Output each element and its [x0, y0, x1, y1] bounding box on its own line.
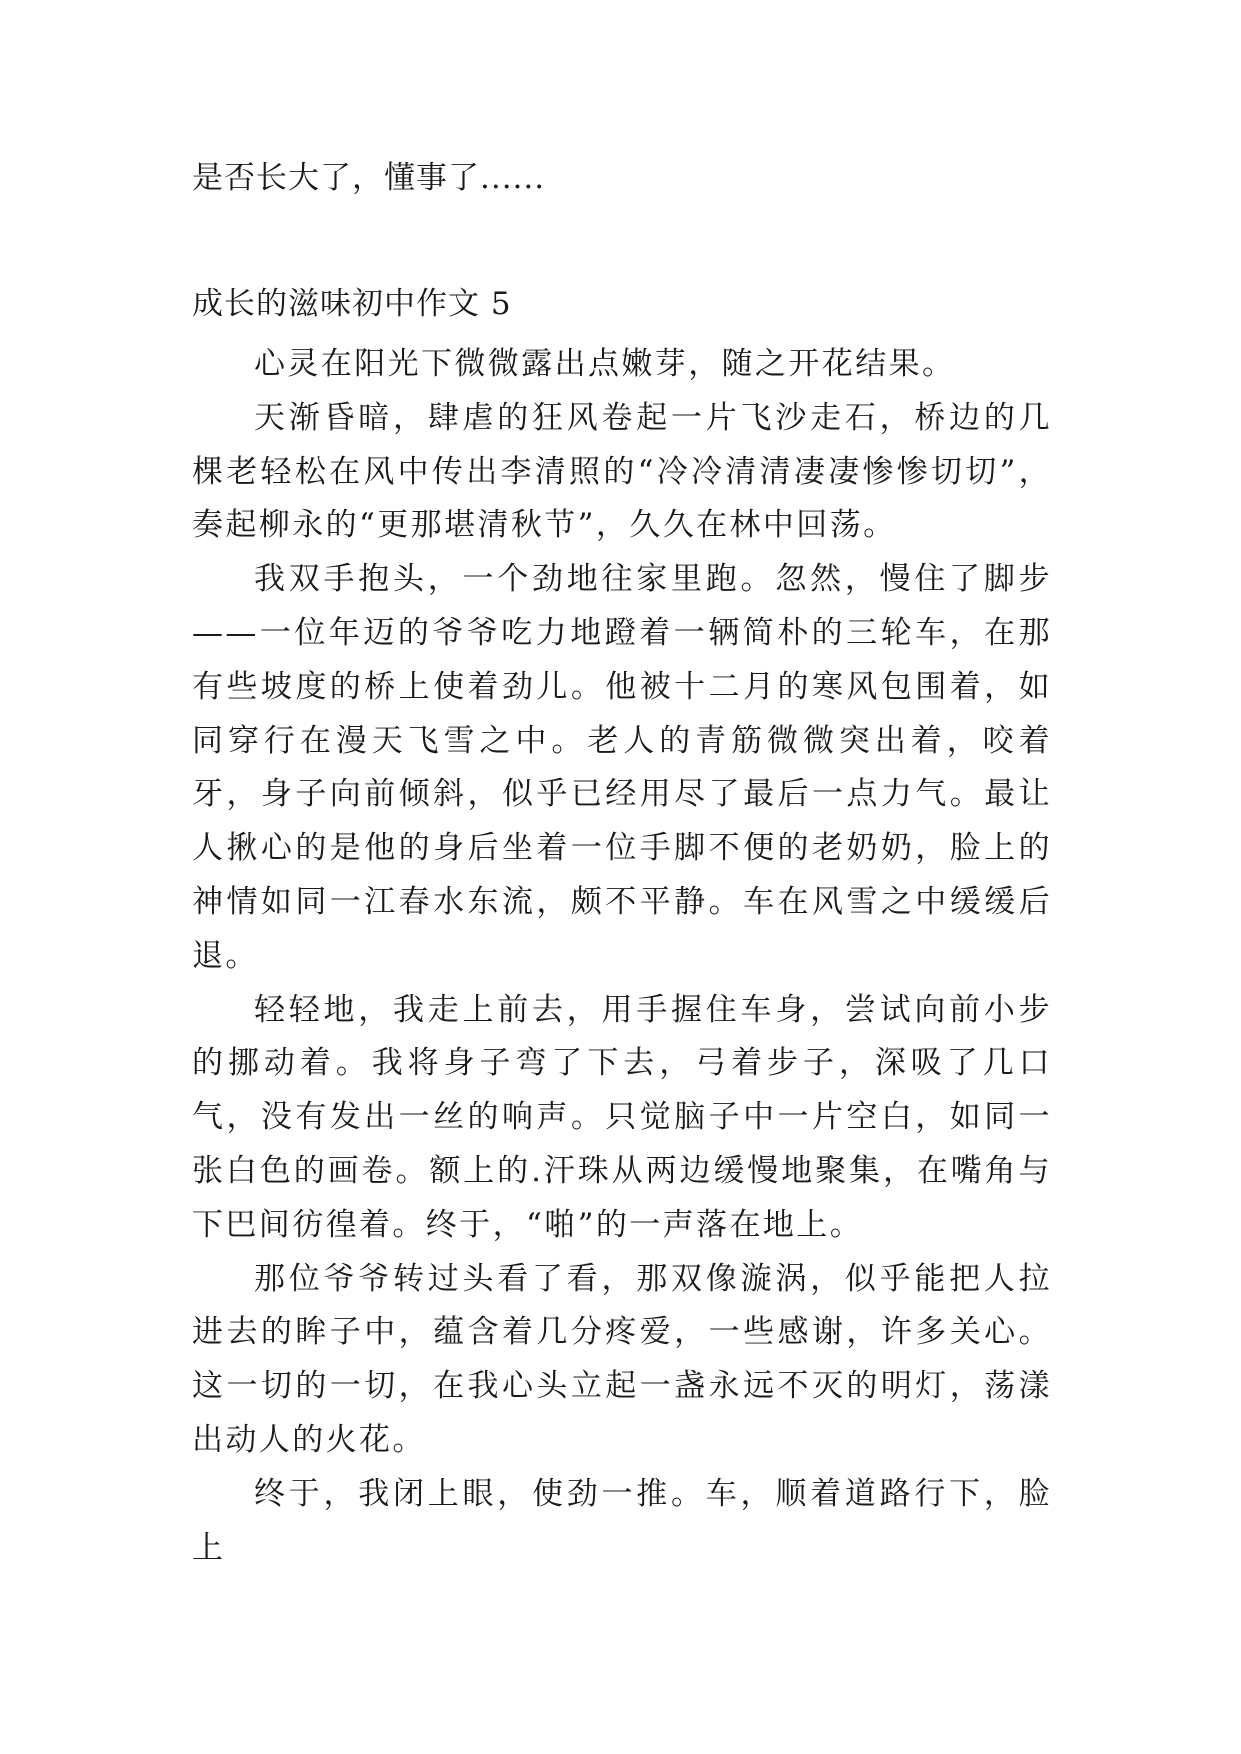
paragraph-3: 我双手抱头，一个劲地往家里跑。忽然，慢住了脚步——一位年迈的爷爷吃力地蹬着一辆简朴的三轮车，在那有些坡度的桥上使着劲儿。他被十二月的寒风包围着，如同穿行在漫天飞雪之中。老人的青筋微微突出着，咬着牙，身子向前倾斜，似乎已经用尽了最后一点力气。最让人揪心的是他的身后坐着一位手脚不便的老奶奶，脸上的神情如同一江春水东流，颇不平静。车在风雪之中缓缓后退。: [192, 561, 1052, 974]
paragraph-4: 轻轻地，我走上前去，用手握住车身，尝试向前小步的挪动着。我将身子弯了下去，弓着步子，深吸了几口气，没有发出一丝的响声。只觉脑子中一片空白，如同一张白色的画卷。额上的.汗珠从两边缓慢地聚集，在嘴角与下巴间彷徨着。终于，“啪”的一声落在地上。: [192, 991, 1052, 1243]
continued-text-line: 是否长大了，懂事了......: [192, 160, 546, 196]
document-page: [192, 158, 1052, 1575]
essay-title: 成长的滋味初中作文 5: [192, 286, 512, 322]
paragraph-5: 那位爷爷转过头看了看，那双像漩涡，似乎能把人拉进去的眸子中，蕴含着几分疼爱，一些感谢，许多关心。这一切的一切，在我心头立起一盏永远不灭的明灯，荡漾出动人的火花。: [192, 1260, 1052, 1458]
paragraph-1: 心灵在阳光下微微露出点嫩芽，随之开花结果。: [254, 346, 956, 382]
paragraph-2: 天渐昏暗，肆虐的狂风卷起一片飞沙走石，桥边的几棵老轻松在风中传出李清照的“冷冷清清凄凄惨惨切切”，奏起柳永的“更那堪清秋节”，久久在林中回荡。: [192, 399, 1052, 544]
paragraph-6: 终于，我闭上眼，使劲一推。车，顺着道路行下，脸上: [192, 1475, 1052, 1566]
